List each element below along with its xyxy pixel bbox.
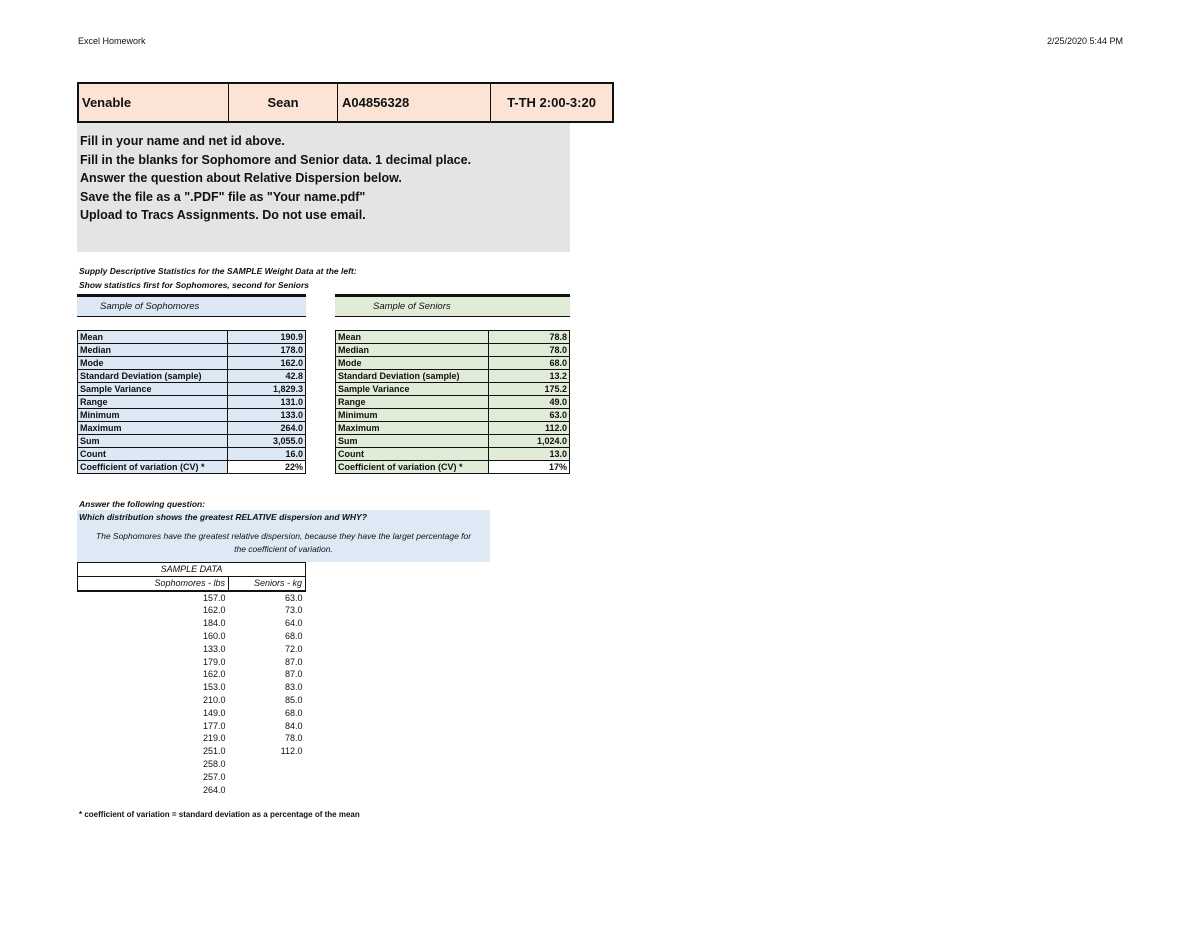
stat-value[interactable]: 1,829.3 — [228, 383, 306, 396]
stat-label: Sum — [336, 435, 489, 448]
senior-weight: 87.0 — [284, 656, 303, 667]
sample-row — [78, 745, 306, 758]
answer-text[interactable] — [77, 530, 490, 556]
stat-label: Range — [336, 396, 489, 409]
stat-row — [336, 357, 570, 370]
stat-label: Mean — [336, 331, 489, 344]
answer-line: The Sophomores have the greatest relative dispersion, because they have the larget percentage for — [95, 531, 472, 541]
sophomores-title: Sample of Sophomores — [77, 294, 306, 317]
stat-row — [336, 396, 570, 409]
stat-value[interactable]: 162.0 — [228, 357, 306, 370]
stat-label: Range — [78, 396, 228, 409]
stat-value[interactable]: 1,024.0 — [489, 435, 570, 448]
instruction-line: Save the file as a ".PDF" file as "Your name.pdf" — [80, 189, 366, 204]
stat-row — [78, 435, 306, 448]
stat-value[interactable]: 175.2 — [489, 383, 570, 396]
sophomores-col-header: Sophomores - lbs — [78, 576, 229, 590]
sophomore-weight: 162.0 — [202, 605, 226, 616]
stat-label: Minimum — [336, 409, 489, 422]
stat-label: Mode — [336, 357, 489, 370]
stat-label: Count — [336, 448, 489, 461]
stat-label: Coefficient of variation (CV) * — [78, 461, 228, 474]
senior-weight — [229, 771, 306, 784]
sample-row — [78, 668, 306, 681]
stat-value[interactable]: 78.8 — [489, 331, 570, 344]
stat-row — [336, 461, 570, 474]
stat-row — [336, 448, 570, 461]
stat-value[interactable]: 16.0 — [228, 448, 306, 461]
sophomore-weight: 162.0 — [202, 669, 226, 680]
senior-weight: 63.0 — [284, 592, 303, 603]
header-right: 2/25/2020 5:44 PM — [1046, 36, 1123, 46]
stat-value[interactable]: 17% — [489, 461, 570, 474]
stat-value[interactable]: 3,055.0 — [228, 435, 306, 448]
supply-note-1: Supply Descriptive Statistics for the SAMPLE Weight Data at the left: — [79, 266, 357, 276]
stat-row — [78, 383, 306, 396]
stat-label: Sample Variance — [78, 383, 228, 396]
sample-data-table — [77, 562, 306, 796]
stat-label: Minimum — [78, 409, 228, 422]
stat-row — [78, 422, 306, 435]
senior-weight — [229, 784, 306, 797]
stat-value[interactable]: 264.0 — [228, 422, 306, 435]
sophomore-weight: 219.0 — [202, 733, 226, 744]
sophomore-weight: 177.0 — [202, 720, 226, 731]
instruction-line: Upload to Tracs Assignments. Do not use email. — [80, 208, 366, 222]
stat-row — [336, 383, 570, 396]
stat-value[interactable]: 178.0 — [228, 344, 306, 357]
net-id-cell[interactable]: A04856328 — [338, 84, 491, 121]
sample-row — [78, 604, 306, 617]
stat-row — [336, 370, 570, 383]
instruction-line: Answer the question about Relative Dispersion below. — [80, 171, 402, 185]
sample-row — [78, 771, 306, 784]
sample-row — [78, 732, 306, 745]
supply-note-2: Show statistics first for Sophomores, second for Seniors — [79, 280, 310, 290]
sophomore-weight: 251.0 — [202, 746, 226, 757]
sample-row — [78, 720, 306, 733]
stat-row — [336, 344, 570, 357]
stat-row — [336, 435, 570, 448]
section-cell[interactable]: T-TH 2:00-3:20 — [507, 95, 596, 110]
senior-weight: 64.0 — [284, 618, 303, 629]
stat-label: Standard Deviation (sample) — [78, 370, 228, 383]
sample-row — [78, 656, 306, 669]
name-row — [77, 82, 614, 123]
stat-row — [78, 344, 306, 357]
senior-weight: 85.0 — [284, 694, 303, 705]
senior-weight: 72.0 — [284, 643, 303, 654]
senior-weight: 112.0 — [280, 746, 303, 757]
answer-line: the coefficient of variation. — [234, 544, 333, 554]
sophomore-weight: 160.0 — [202, 630, 226, 641]
stat-value[interactable]: 68.0 — [489, 357, 570, 370]
stat-value[interactable]: 78.0 — [489, 344, 570, 357]
stat-row — [336, 422, 570, 435]
senior-weight: 73.0 — [284, 605, 303, 616]
question-prompt: Answer the following question: — [79, 499, 206, 509]
stat-label: Sum — [78, 435, 228, 448]
sample-row — [78, 617, 306, 630]
sophomore-weight: 264.0 — [202, 784, 226, 795]
sample-row — [78, 784, 306, 797]
instruction-line: Fill in the blanks for Sophomore and Senior data. 1 decimal place. — [80, 152, 472, 167]
sophomore-weight: 133.0 — [202, 643, 226, 654]
stat-row — [78, 370, 306, 383]
stat-label: Maximum — [336, 422, 489, 435]
stat-value[interactable]: 42.8 — [228, 370, 306, 383]
stat-row — [78, 461, 306, 474]
question-text: Which distribution shows the greatest RELATIVE dispersion and WHY? — [79, 512, 367, 522]
sophomore-weight: 210.0 — [202, 694, 226, 705]
stat-value[interactable]: 13.2 — [489, 370, 570, 383]
senior-weight: 84.0 — [284, 720, 303, 731]
sophomore-weight: 157.0 — [202, 592, 226, 603]
stat-value[interactable]: 131.0 — [228, 396, 306, 409]
stat-label: Count — [78, 448, 228, 461]
stat-value[interactable]: 22% — [228, 461, 306, 474]
sophomore-weight: 184.0 — [202, 618, 226, 629]
sample-data-title: SAMPLE DATA — [78, 563, 306, 577]
instructions-box — [77, 123, 570, 252]
sophomore-weight: 257.0 — [202, 771, 226, 782]
header-left: Excel Homework — [78, 36, 146, 46]
senior-weight: 87.0 — [284, 669, 303, 680]
sophomore-weight: 149.0 — [202, 707, 226, 718]
stat-label: Maximum — [78, 422, 228, 435]
sample-row — [78, 630, 306, 643]
stat-label: Median — [78, 344, 228, 357]
sophomore-weight: 258.0 — [202, 758, 226, 769]
stat-value[interactable]: 190.9 — [228, 331, 306, 344]
stat-row — [78, 409, 306, 422]
sophomore-weight: 179.0 — [202, 656, 226, 667]
stat-label: Mode — [78, 357, 228, 370]
stat-label: Coefficient of variation (CV) * — [336, 461, 489, 474]
stat-value[interactable]: 63.0 — [489, 409, 570, 422]
sample-row — [78, 591, 306, 605]
stat-label: Standard Deviation (sample) — [336, 370, 489, 383]
footnote: * coefficient of variation = standard deviation as a percentage of the mean — [79, 810, 360, 819]
first-name-cell[interactable]: Sean — [229, 84, 338, 121]
stat-row — [78, 357, 306, 370]
stat-label: Sample Variance — [336, 383, 489, 396]
sample-row — [78, 643, 306, 656]
stat-label: Mean — [78, 331, 228, 344]
last-name-cell[interactable]: Venable — [79, 84, 229, 121]
sophomores-stats-table — [77, 330, 306, 474]
senior-weight: 68.0 — [284, 707, 303, 718]
senior-weight — [229, 758, 306, 771]
stat-row — [336, 331, 570, 344]
sample-row — [78, 707, 306, 720]
instruction-line: Fill in your name and net id above. — [80, 134, 285, 148]
sample-row — [78, 681, 306, 694]
stat-value[interactable]: 112.0 — [489, 422, 570, 435]
stat-value[interactable]: 133.0 — [228, 409, 306, 422]
stat-value[interactable]: 49.0 — [489, 396, 570, 409]
stat-row — [78, 396, 306, 409]
stat-value[interactable]: 13.0 — [489, 448, 570, 461]
stat-row — [78, 448, 306, 461]
senior-weight: 78.0 — [284, 733, 303, 744]
senior-weight: 68.0 — [284, 630, 303, 641]
senior-weight: 83.0 — [284, 682, 303, 693]
sophomore-weight: 153.0 — [202, 682, 226, 693]
stat-row — [336, 409, 570, 422]
stat-label: Median — [336, 344, 489, 357]
sample-row — [78, 694, 306, 707]
seniors-title: Sample of Seniors — [335, 294, 570, 317]
seniors-stats-table — [335, 330, 570, 474]
seniors-col-header: Seniors - kg — [229, 576, 306, 590]
stat-row — [78, 331, 306, 344]
sample-row — [78, 758, 306, 771]
